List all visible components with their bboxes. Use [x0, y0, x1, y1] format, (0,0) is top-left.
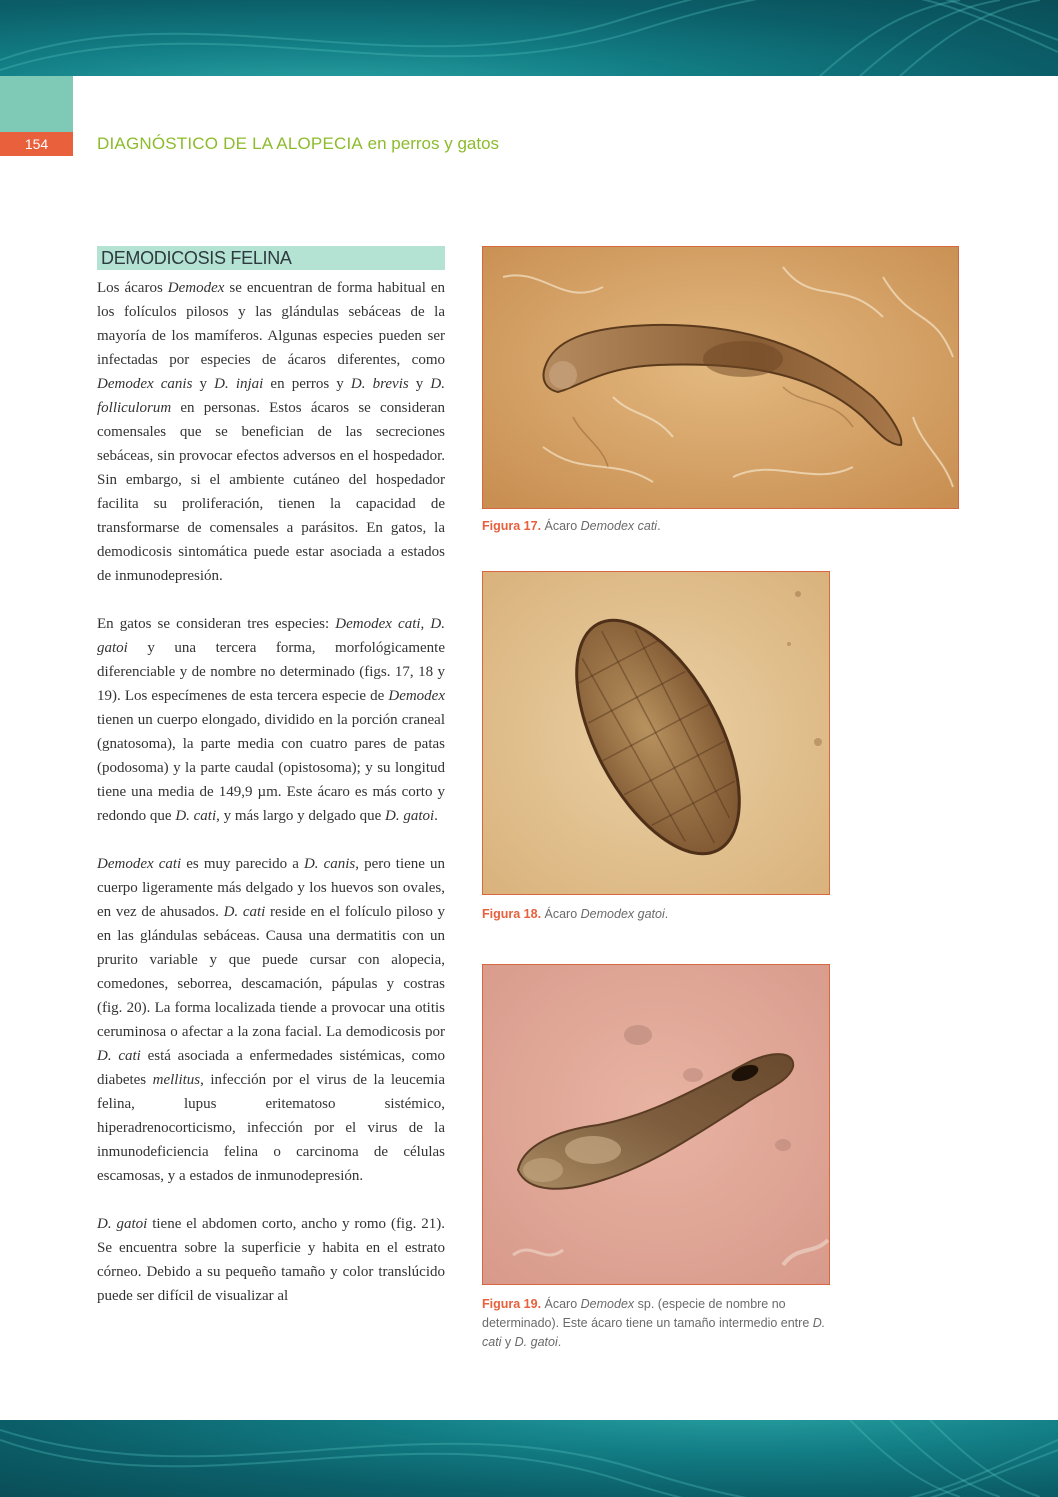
italic-term: Demodex	[580, 1297, 635, 1311]
figure-19-caption	[482, 1295, 830, 1352]
figure-19-label: Figura 19.	[482, 1297, 542, 1311]
paragraph-3: Demodex cati es muy parecido a D. canis, pero tiene un cuerpo ligeramente más delgado y los huevos son ovales, en vez de ahusados. D. cati reside en el folículo piloso y en las glándulas sebáceas. Causa una dermatitis con un prurito variable y que puede cursar con alopecia, comedones, seborrea, descamación, pápulas y costras (fig. 20). La forma localizada tiende a provocar una otitis ceruminosa o afectar a la zona facial. La demodicosis por D. cati está asociada a enfermedades sistémicas, como diabetes mellitus, infección por el virus de la leucemia felina, lupus eritematoso sistémico, hiperadrenocorticismo, infección por el virus de la inmunodeficiencia felina o carcinoma de células escamosas, y a estados de inmunodepresión.	[97, 856, 445, 1184]
paragraph-4: D. gatoi tiene el abdomen corto, ancho y romo (fig. 21). Se encuentra sobre la superficie y habita en el estrato córneo. Debido a su pequeño tamaño y color translúcido puede ser difícil de visualizar al	[97, 1216, 445, 1304]
paragraph-2: En gatos se consideran tres especies: Demodex cati, D. gatoi y una tercera forma, morfológicamente diferenciable y de nombre no determinado (figs. 17, 18 y 19). Los especímenes de esta tercera especie de Demodex tienen un cuerpo elongado, dividido en la porción craneal (gnatosoma), la parte media con cuatro pares de patas (podosoma) y la parte caudal (opistosoma); y su longitud tiene una media de 149,9 µm. Este ácaro es más corto y redondo que D. cati, y más largo y delgado que D. gatoi.	[97, 616, 446, 824]
paragraph-1: Los ácaros Demodex se encuentran de forma habitual en los folículos pilosos y las glándulas sebáceas de la mayoría de los mamíferos. Algunas especies pueden ser infectadas por especies de ácaros diferentes, como Demodex canis y D. injai en perros y D. brevis y D. folliculorum en personas. Estos ácaros se consideran comensales que se benefician de las secreciones sebáceas, sin provocar efectos adversos en el hospedador. Sin embargo, si el ambiente cutáneo del hospedador facilita su proliferación, tienen la capacidad de transformarse de comensales a parásitos. En gatos, la demodicosis sintomática puede estar asociada a estados de inmunodepresión.	[97, 280, 446, 584]
figure-17-label: Figura 17.	[482, 519, 542, 533]
italic-term: Demodex cati	[335, 616, 421, 632]
figure-18-label: Figura 18.	[482, 907, 542, 921]
italic-term: D. canis	[303, 856, 356, 872]
italic-term: D. cati	[223, 904, 266, 920]
italic-term: Demodex gatoi	[580, 907, 665, 921]
running-head-strong: DIAGNÓSTICO DE LA ALOPECIA	[97, 134, 363, 153]
page-number: 154	[0, 132, 73, 156]
figure-18-caption-text: Ácaro Demodex gatoi.	[541, 907, 669, 921]
figure-18-micrograph	[482, 571, 830, 895]
figure-19-caption-text: Ácaro Demodex sp. (especie de nombre no determinado). Este ácaro tiene un tamaño intermedio entre D. cati y D. gatoi.	[482, 1297, 826, 1349]
italic-term: Demodex canis	[97, 376, 193, 392]
band-wave-pattern	[0, 0, 1058, 76]
italic-term: D. folliculorum	[97, 376, 446, 416]
italic-term: D. cati	[97, 1048, 141, 1064]
body-text-column	[97, 276, 445, 1308]
figure-17-caption-text: Ácaro Demodex cati.	[541, 519, 661, 533]
italic-term: D. gatoi	[385, 808, 435, 824]
running-head-rest: en perros y gatos	[362, 134, 500, 153]
italic-term: D. gatoi	[514, 1335, 558, 1349]
italic-term: D. injai	[214, 376, 264, 392]
italic-term: D. gatoi	[97, 616, 446, 656]
italic-term: D. gatoi	[97, 1216, 148, 1232]
section-title: DEMODICOSIS FELINA	[97, 246, 445, 270]
italic-term: Demodex cati	[580, 519, 658, 533]
figure-17-micrograph	[482, 246, 959, 509]
italic-term: Demodex cati	[97, 856, 182, 872]
figure-17-caption	[482, 517, 959, 536]
figure-19-micrograph	[482, 964, 830, 1285]
italic-term: D. brevis	[350, 376, 409, 392]
header-band	[0, 0, 1058, 76]
side-tab	[0, 76, 73, 132]
italic-term: mellitus	[152, 1072, 201, 1088]
italic-term: D. cati	[175, 808, 217, 824]
figure-18-caption	[482, 905, 830, 924]
footer-band	[0, 1420, 1058, 1497]
band-wave-pattern	[0, 1420, 1058, 1497]
italic-term: D. cati	[482, 1316, 826, 1349]
running-head	[97, 134, 499, 154]
italic-term: Demodex	[167, 280, 225, 296]
italic-term: Demodex	[388, 688, 445, 704]
